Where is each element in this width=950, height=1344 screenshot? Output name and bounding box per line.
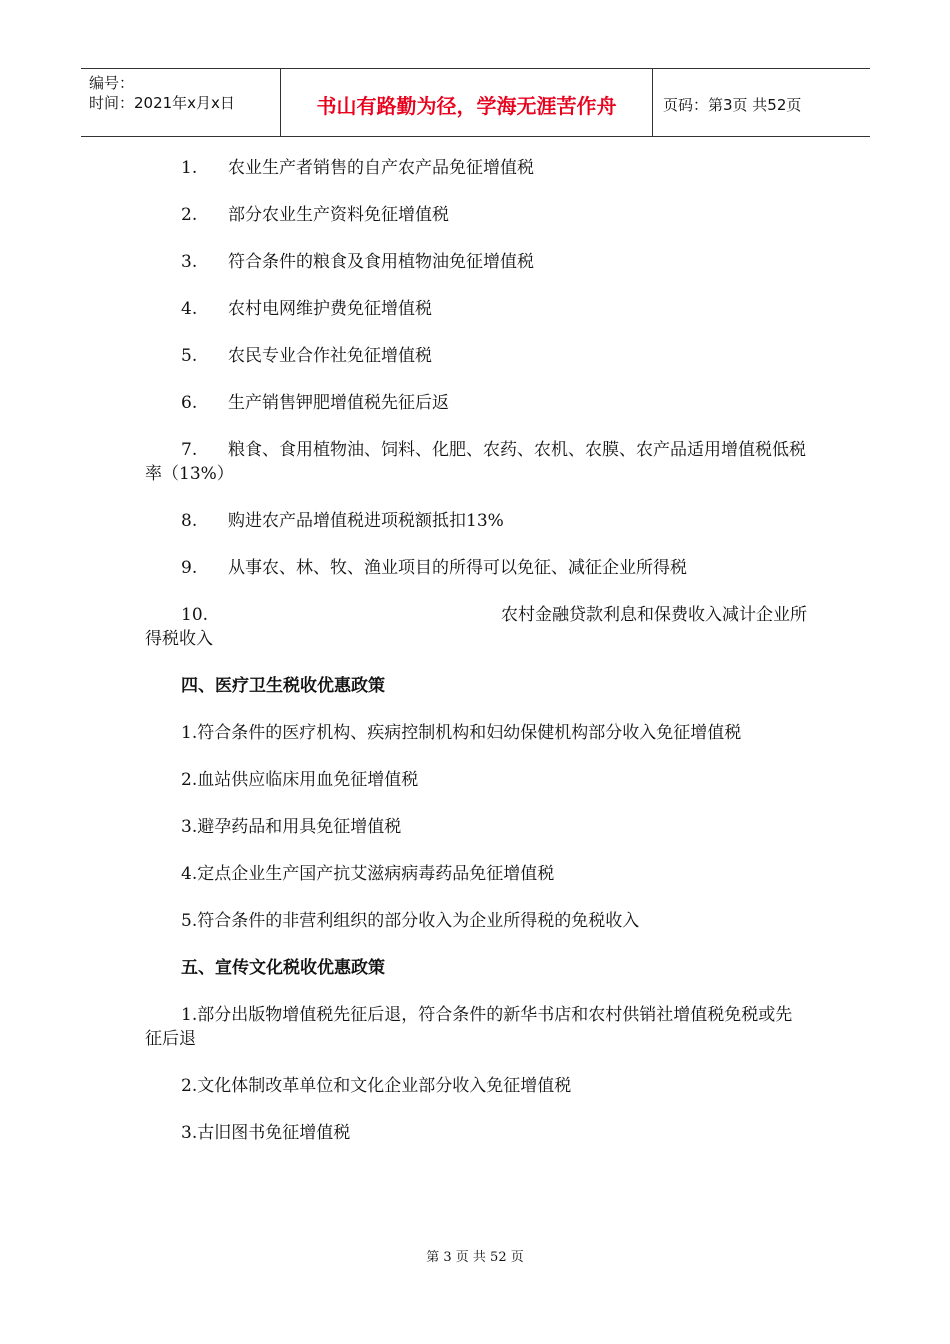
item-text: 部分农业生产资料免征增值税 [228,205,449,225]
item-text: 农村金融贷款利息和保费收入减计企业所 [501,605,807,625]
list-item [145,156,807,180]
section-heading: 四、医疗卫生税收优惠政策 [181,676,385,696]
list-item: 3.古旧图书免征增值税 [181,1123,351,1143]
list-item: 5.符合条件的非营利组织的部分收入为企业所得税的免税收入 [181,911,640,931]
list-item [145,250,807,274]
list-item [145,509,807,533]
item-text: 粮食、食用植物油、饲料、化肥、农药、农机、农膜、农产品适用增值税低税率（13%） [145,440,806,484]
item-number: 9. [181,558,198,578]
list-item: 1.部分出版物增值税先征后退，符合条件的新华书店和农村供销社增值税免税或先征后退 [145,1005,793,1049]
list-item: 4.定点企业生产国产抗艾滋病病毒药品免征增值税 [181,864,555,884]
page-header [81,68,870,137]
header-page-info: 页码：第3页 共52页 [663,96,802,114]
list-item [145,344,807,368]
list-item [145,391,807,415]
list-item [145,603,807,651]
document-body [145,156,807,1168]
item-number: 4. [181,299,198,319]
page-footer: 第 3 页 共 52 页 [426,1250,524,1265]
doc-number-label: 编号： [89,74,135,92]
item-number: 8. [181,511,198,531]
list-item: 1.符合条件的医疗机构、疾病控制机构和妇幼保健机构部分收入免征增值税 [181,723,742,743]
list-item [145,438,807,486]
list-item [145,556,807,580]
item-number: 6. [181,393,198,413]
list-item [145,297,807,321]
item-text: 符合条件的粮食及食用植物油免征增值税 [228,252,534,272]
item-number: 2. [181,205,198,225]
list-item: 2.血站供应临床用血免征增值税 [181,770,419,790]
header-motto: 书山有路勤为径，学海无涯苦作舟 [281,69,653,136]
item-text-continued: 得税收入 [145,629,213,649]
item-text: 农业生产者销售的自产农产品免征增值税 [228,158,534,178]
list-item: 2.文化体制改革单位和文化企业部分收入免征增值税 [181,1076,572,1096]
item-text: 农村电网维护费免征增值税 [228,299,432,319]
item-text: 从事农、林、牧、渔业项目的所得可以免征、减征企业所得税 [228,558,687,578]
list-item: 3.避孕药品和用具免征增值税 [181,817,402,837]
item-number: 7. [181,440,198,460]
list-item [145,203,807,227]
header-meta [81,69,281,136]
section-heading: 五、宣传文化税收优惠政策 [181,958,385,978]
doc-time-label: 时间：2021年x月x日 [89,94,235,112]
item-number: 5. [181,346,198,366]
item-number: 10. [181,605,209,625]
item-text: 农民专业合作社免征增值税 [228,346,432,366]
item-number: 1. [181,158,198,178]
item-text: 生产销售钾肥增值税先征后返 [228,393,449,413]
item-number: 3. [181,252,198,272]
item-text: 购进农产品增值税进项税额抵扣13% [228,511,504,531]
